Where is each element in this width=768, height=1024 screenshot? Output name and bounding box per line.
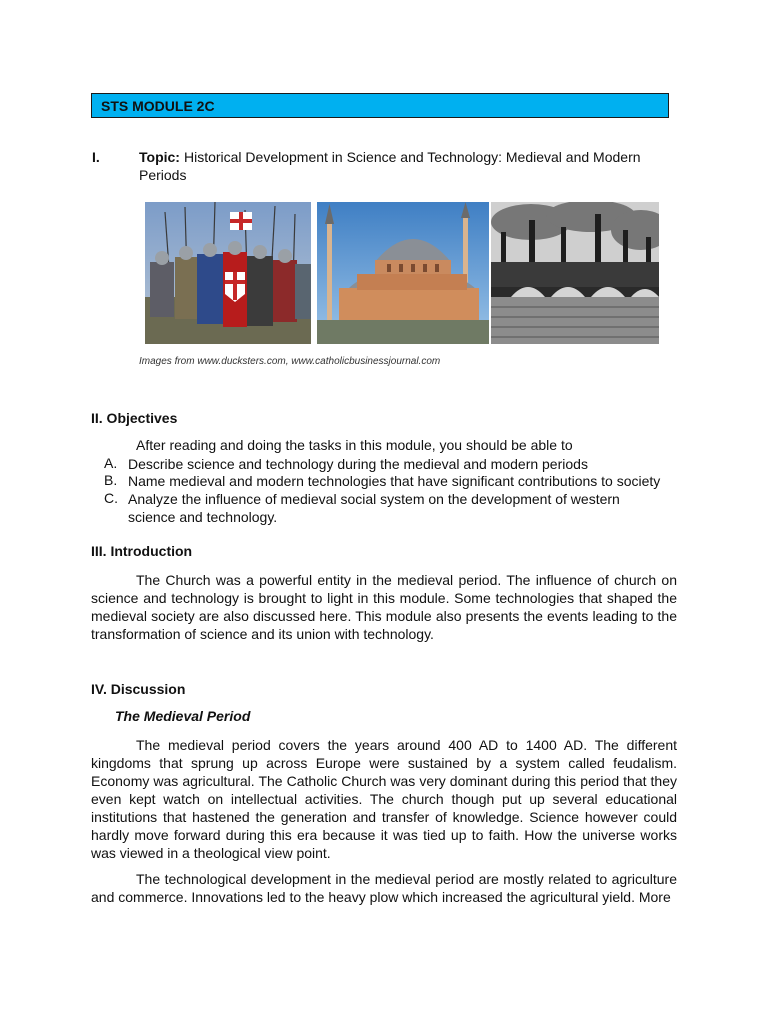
topic-label: Topic: (139, 149, 180, 165)
discussion-paragraph-1: The medieval period covers the years around 400 AD to 1400 AD. The different kingdoms that sprung up across Europe were sustained by a system called feudalism. Economy was agricultural. The Catholic Church was very dominant during this period that they even kept watch on intellectual activities. The church though put up several educational institutions that hastened the generation and transfer of knowledge. Science however could hardly move forward during this era because it was tied up to faith. How the universe works was viewed in a theological view point. (91, 737, 677, 861)
topic-text: Historical Development in Science and Technology: Medieval and Modern Periods (139, 149, 641, 183)
industrial-city-image (491, 202, 659, 344)
hagia-sophia-image (317, 202, 489, 344)
objectives-heading: II. Objectives (91, 410, 178, 426)
knights-image (145, 202, 311, 344)
medieval-subheading: The Medieval Period (115, 708, 251, 724)
topic-block (139, 148, 659, 184)
credit-prefix: Images from (139, 356, 198, 367)
objective-text-a: Describe science and technology during the medieval and modern periods (128, 456, 588, 472)
section-number: I. (92, 149, 100, 165)
objectives-intro: After reading and doing the tasks in this module, you should be able to (136, 437, 573, 453)
discussion-paragraph-2: The technological development in the medieval period are mostly related to agriculture and commerce. Innovations led to the heavy plow which increased the agricultural yield. More (91, 871, 677, 905)
objective-letter-b: B. (104, 472, 118, 488)
credit-sources: www.ducksters.com, www.catholicbusinessjournal.com (197, 356, 441, 367)
module-banner (91, 93, 669, 118)
introduction-heading: III. Introduction (91, 543, 193, 559)
discussion-heading: IV. Discussion (91, 681, 186, 697)
objective-letter-c: C. (104, 490, 118, 506)
image-credit (139, 356, 440, 367)
objective-text-b: Name medieval and modern technologies that have significant contributions to society (128, 473, 661, 489)
objective-letter-a: A. (104, 455, 118, 471)
module-title: STS MODULE 2C (101, 98, 215, 114)
objective-text-c: Analyze the influence of medieval social system on the development of western science and technology. (128, 491, 620, 525)
introduction-paragraph: The Church was a powerful entity in the medieval period. The influence of church on science and technology is brought to light in this module. Some technologies that shaped the medieval society are also discussed here. This module also presents the events leading to the transformation of science and its union with technology. (91, 572, 677, 642)
